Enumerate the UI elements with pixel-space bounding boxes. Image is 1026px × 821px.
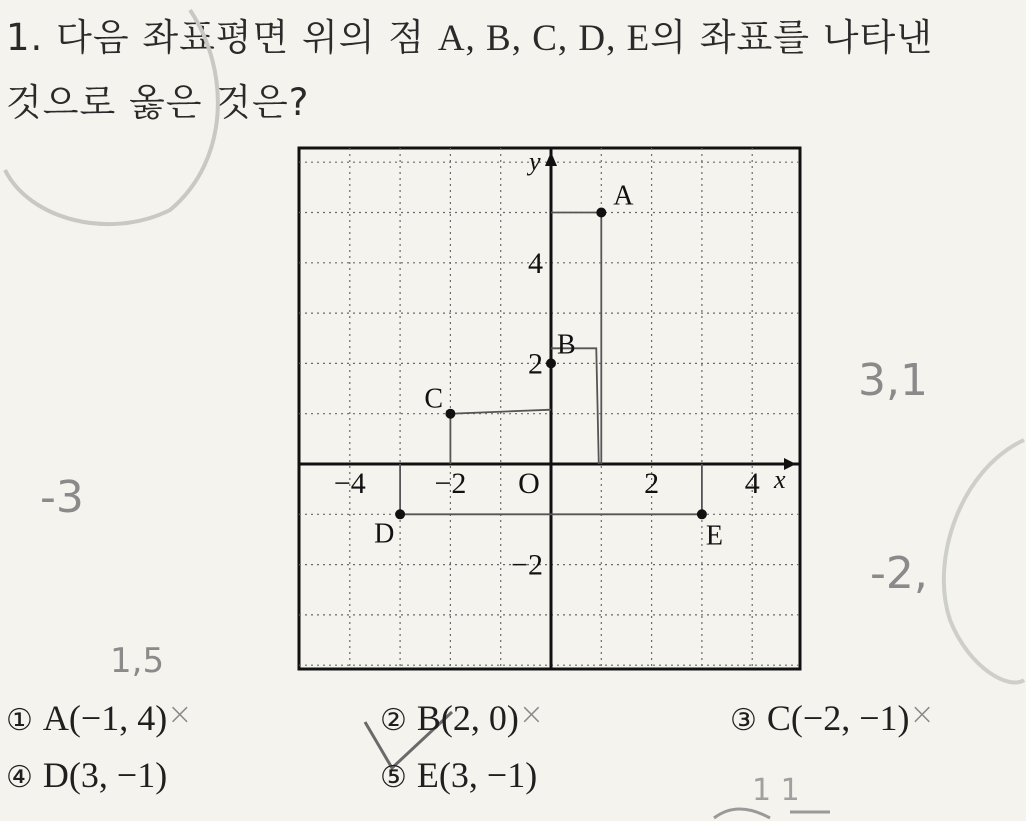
point-b (546, 358, 556, 368)
option-3-number: ③ (730, 704, 757, 737)
y-axis-label: y (529, 147, 541, 176)
x-tick-label: 4 (744, 467, 760, 500)
option-4-text: D(3, −1) (42, 755, 168, 795)
y-tick-label: 4 (528, 246, 543, 280)
point-label-a: A (613, 180, 634, 212)
option-3-text: C(−2, −1) (766, 698, 910, 738)
point-d (395, 509, 405, 519)
x-tick-label: −2 (434, 467, 467, 500)
pencil-circle-left (5, 10, 218, 224)
handwriting-note-a: 1,5 (110, 641, 165, 681)
option-2-annotation: × (518, 697, 545, 732)
option-2-text: B(2, 0) (416, 698, 519, 738)
point-label-d: D (374, 518, 395, 550)
option-3[interactable] (730, 697, 935, 739)
question-number: 1. (6, 16, 44, 59)
handwriting-note-e: -2, (870, 548, 928, 599)
handwriting-note-bottom: 1 1 (752, 773, 800, 808)
handwriting-note-b: 3,1 (858, 355, 928, 406)
x-axis-label: x (774, 465, 786, 494)
pencil-circle-right (944, 440, 1024, 683)
question-line-2: 것으로 옳은 것은? (6, 81, 310, 124)
option-1[interactable] (6, 697, 193, 739)
option-3-annotation: × (909, 697, 935, 732)
x-tick-label: −4 (333, 467, 366, 500)
x-tick-label: 2 (644, 467, 660, 500)
option-5-text: E(3, −1) (416, 755, 538, 795)
y-axis-arrow-icon (545, 152, 557, 166)
option-1-text: A(−1, 4) (42, 698, 168, 738)
graph-points (374, 181, 723, 552)
question-text-after: 의 좌표를 나타낸 (650, 16, 933, 59)
question-text-before: 다음 좌표평면 위의 점 (56, 16, 426, 59)
option-5-number: ⑤ (380, 761, 407, 794)
origin-label: O (518, 467, 540, 500)
pencil-line-b (551, 348, 599, 464)
option-2[interactable] (380, 697, 545, 739)
option-2-number: ② (380, 704, 407, 737)
point-label-c: C (424, 383, 444, 415)
point-a (596, 208, 606, 218)
handwriting-note-c: -3 (40, 472, 84, 523)
x-axis-arrow-icon (784, 458, 796, 470)
option-4[interactable] (6, 754, 167, 796)
point-label-e: E (705, 520, 724, 552)
option-5[interactable] (380, 754, 537, 796)
graph-axes (299, 148, 800, 669)
y-tick-label: −2 (511, 548, 543, 582)
option-1-annotation: × (167, 697, 193, 732)
point-label-b: B (557, 329, 576, 361)
option-1-number: ① (6, 704, 33, 737)
question-points-list: A, B, C, D, E (437, 18, 651, 59)
y-tick-label: 2 (528, 347, 543, 381)
pencil-scribble-bottom (714, 809, 830, 818)
option-4-number: ④ (6, 761, 33, 794)
point-e (697, 509, 707, 519)
point-c (445, 409, 455, 419)
